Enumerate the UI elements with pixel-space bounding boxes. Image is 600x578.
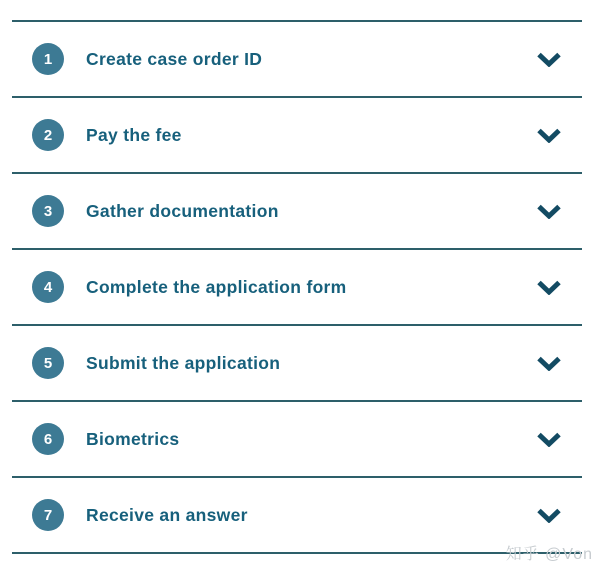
- chevron-down-icon: [536, 280, 562, 295]
- step-label: Pay the fee: [86, 124, 182, 145]
- watermark: 知乎 @Von: [505, 546, 593, 563]
- chevron-down-icon: [536, 432, 562, 447]
- step-number-badge: 7: [32, 499, 64, 531]
- step-label: Receive an answer: [86, 504, 248, 525]
- chevron-down-icon: [536, 356, 562, 371]
- step-number-badge: 6: [32, 423, 64, 455]
- accordion-item-6[interactable]: [12, 402, 582, 478]
- chevron-down-icon: [536, 52, 562, 67]
- chevron-down-icon: [536, 204, 562, 219]
- accordion-item-3[interactable]: [12, 174, 582, 250]
- step-label: Submit the application: [86, 352, 281, 373]
- accordion-item-2[interactable]: [12, 98, 582, 174]
- accordion-item-7[interactable]: [12, 478, 582, 554]
- step-label: Biometrics: [86, 428, 180, 449]
- step-number-badge: 5: [32, 347, 64, 379]
- step-label: Create case order ID: [86, 48, 263, 69]
- accordion-item-4[interactable]: [12, 250, 582, 326]
- chevron-down-icon: [536, 508, 562, 523]
- step-number-badge: 2: [32, 119, 64, 151]
- step-number-badge: 1: [32, 43, 64, 75]
- step-label: Complete the application form: [86, 276, 347, 297]
- chevron-down-icon: [536, 128, 562, 143]
- accordion-item-1[interactable]: [12, 22, 582, 98]
- step-number-badge: 3: [32, 195, 64, 227]
- step-label: Gather documentation: [86, 200, 279, 221]
- steps-accordion: [12, 20, 582, 554]
- step-number-badge: 4: [32, 271, 64, 303]
- accordion-item-5[interactable]: [12, 326, 582, 402]
